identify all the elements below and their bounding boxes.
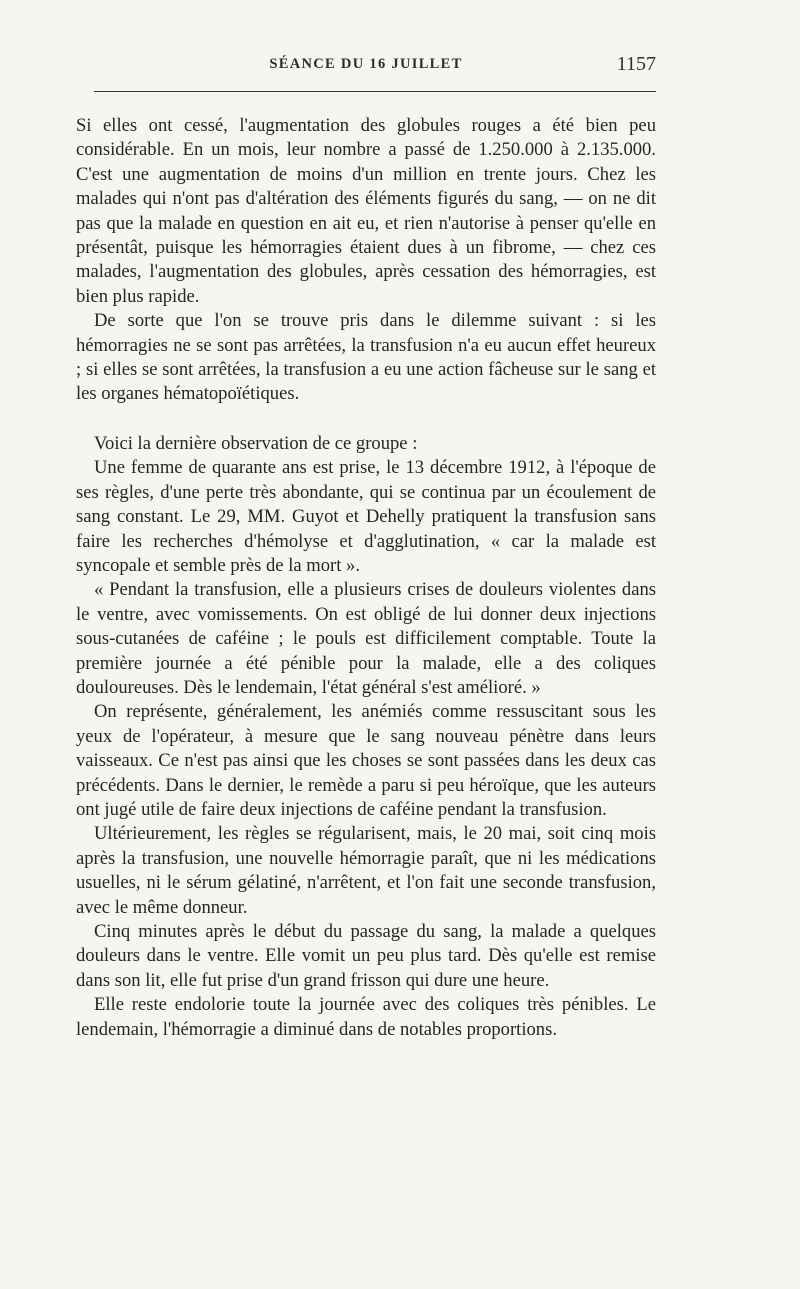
page-number: 1157: [616, 53, 656, 75]
paragraph: Cinq minutes après le début du passage du sang, la malade a quelques douleurs dans le ventre. Elle vomit un peu plus tard. Dès qu'elle est remise dans son lit, elle fut prise d'un grand frisson qui dure une heure.: [76, 921, 656, 991]
paragraph: Ultérieurement, les règles se régularisent, mais, le 20 mai, soit cinq mois après la transfusion, une nouvelle hémorragie paraît, que ni les médications usuelles, ni le sérum gélatiné, n'arrêtent, et l'on fait une seconde transfusion, avec le même donneur.: [76, 823, 656, 918]
paragraph: Elle reste endolorie toute la journée avec des coliques très pénibles. Le lendemain, l'hémorragie a diminué dans de notables proportions.: [76, 994, 656, 1040]
running-header: [76, 53, 656, 84]
paragraph-quotation: « Pendant la transfusion, elle a plusieurs crises de douleurs violentes dans le ventre, avec vomissements. On est obligé de lui donner deux injections sous-cutanées de caféine ; le pouls est difficilement comptable. Toute la première journée a été pénible pour la malade, elle a des coliques douloureuses. Dès le lendemain, l'état général s'est amélioré. »: [76, 579, 656, 698]
paragraph: Une femme de quarante ans est prise, le 13 décembre 1912, à l'époque de ses règles, d'une perte très abondante, qui se continua par un écoulement de sang constant. Le 29, MM. Guyot et Dehelly pratiquent la transfusion sans faire les recherches d'hémolyse et d'agglutination, « car la malade est syncopale et semble près de la mort ».: [76, 457, 656, 576]
paragraph: On représente, généralement, les anémiés comme ressuscitant sous les yeux de l'opérateur, à mesure que le sang nouveau pénètre dans leurs vaisseaux. Ce n'est pas ainsi que les choses se sont passées dans les deux cas précédents. Dans le dernier, le remède a paru si peu héroïque, que les auteurs ont jugé utile de faire deux injections de caféine pendant la transfusion.: [76, 701, 656, 820]
paragraph-continued: Si elles ont cessé, l'augmentation des globules rouges a été bien peu considérable. En un mois, leur nombre a passé de 1.250.000 à 2.135.000. C'est une augmentation de moins d'un million en trente jours. Chez les malades qui n'ont pas d'altération des éléments figurés du sang, — on ne dit pas que la malade en question en ait eu, et rien n'autorise à penser qu'elle en présentât, puisque les hémorragies étaient dues à un fibrome, — chez ces malades, l'augmentation des globules, après cessation des hémorragies, est bien plus rapide.: [76, 115, 656, 307]
header-rule: [94, 91, 656, 92]
paragraph: De sorte que l'on se trouve pris dans le dilemme suivant : si les hémorragies ne se sont pas arrêtées, la transfusion n'a eu aucun effet heureux ; si elles se sont arrêtées, la transfusion a eu une action fâcheuse sur le sang et les organes hématopoïétiques.: [76, 310, 656, 405]
running-title: SÉANCE DU 16 JUILLET: [269, 56, 463, 72]
paragraph-observation-intro: Voici la dernière observation de ce groupe :: [94, 432, 418, 454]
body-text: [76, 114, 656, 1042]
